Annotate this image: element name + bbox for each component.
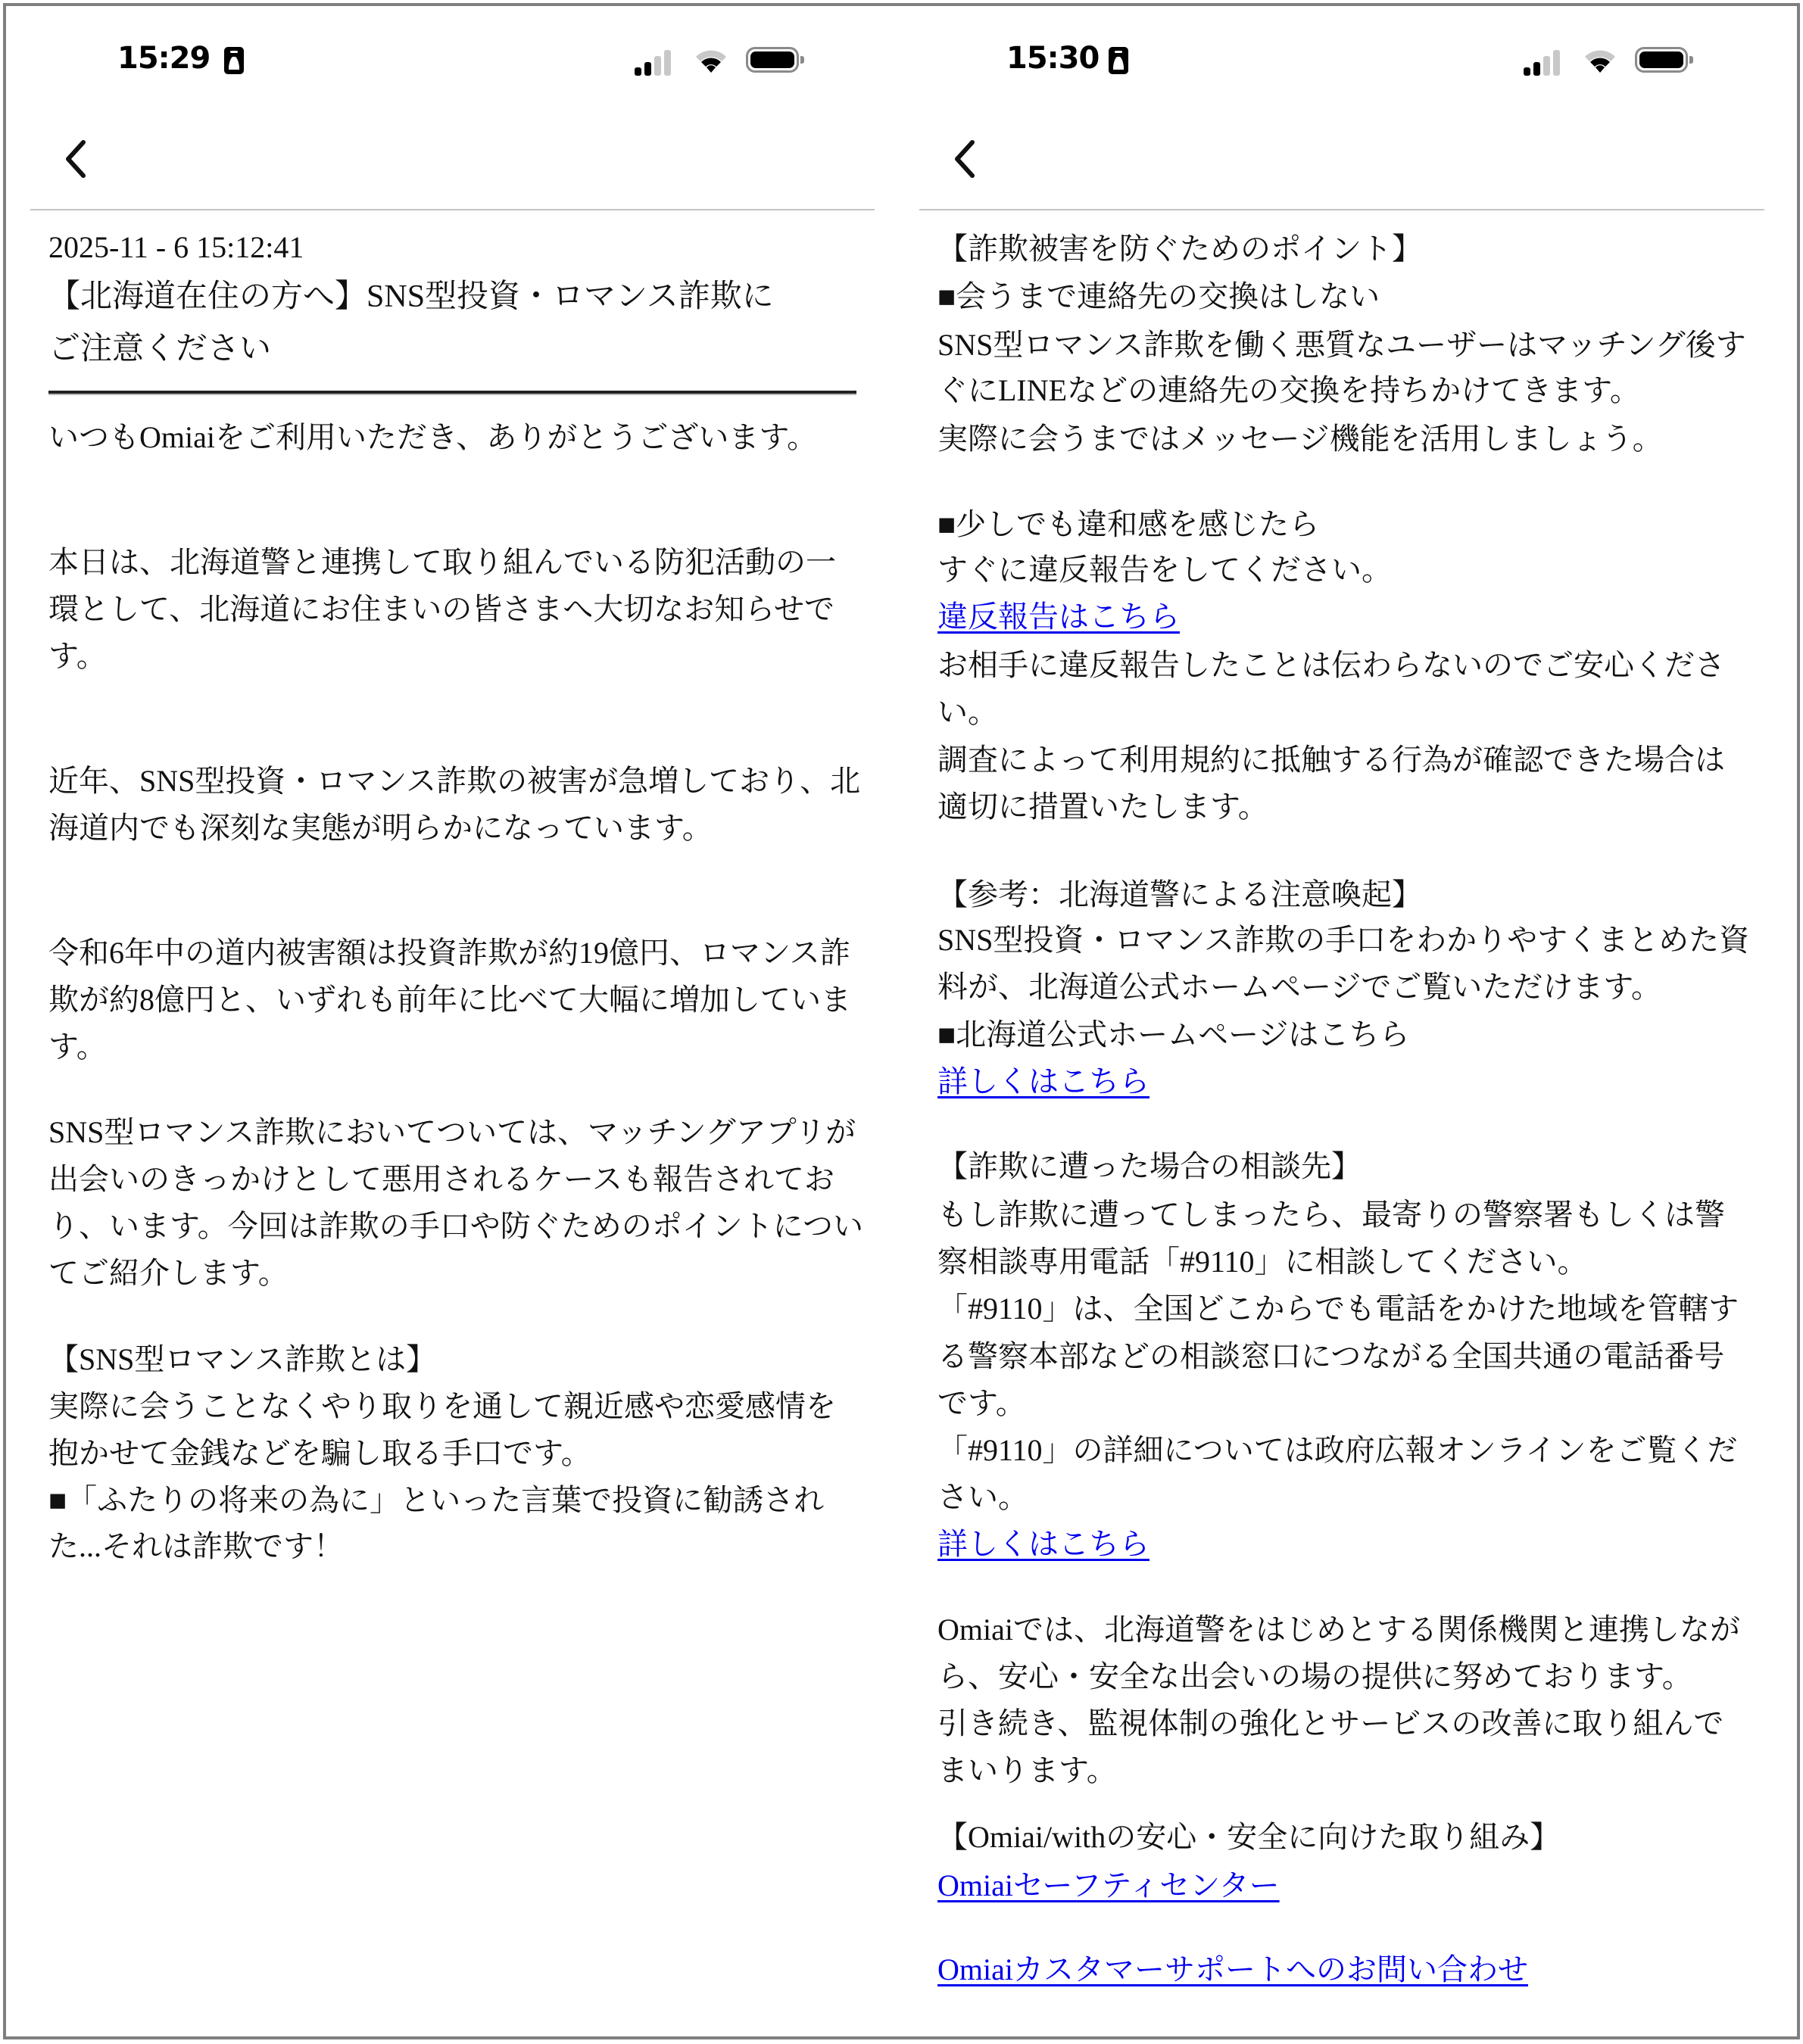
gov-link-row [937,1521,1149,1568]
section-heading: 【詐欺に遭った場合の相談先】 [937,1149,1362,1183]
body-line: お相手に違反報告したことは伝わらないのでご安心くださ [937,648,1725,682]
battery-icon [746,47,799,73]
section-heading: 【SNS型ロマンス詐欺とは】 [48,1342,437,1376]
safety-center-link-row [937,1862,1280,1909]
section-heading: 【Omiai/withの安心・安全に向けた取り組み】 [937,1820,1561,1854]
body-line: 引き続き、監視体制の強化とサービスの改善に取り組んで [937,1706,1724,1740]
body-line: 抱かせて金銭などを騙し取る手口です。 [48,1436,591,1470]
signal-icon [1524,50,1569,76]
header-divider [30,209,875,210]
back-button[interactable] [950,136,980,182]
id-badge-icon [224,47,244,74]
body-line: 環として、北海道にお住まいの皆さまへ大切なお知らせで [48,592,834,626]
body-line: 料が、北海道公式ホームページでご覧いただけます。 [937,970,1661,1004]
body-line: SNS型ロマンス詐欺においてついては、マッチングアプリが [48,1115,856,1149]
body-line: ■「ふたりの将来の為に」といった言葉で投資に勧誘され [48,1483,825,1517]
body-line: Omiaiでは、北海道警をはじめとする関係機関と連携しなが [937,1612,1740,1647]
body-line: ■会うまで連絡先の交換はしない [937,279,1380,313]
body-line: 近年、SNS型投資・ロマンス詐欺の被害が急増しており、北 [48,764,861,798]
body-line: ぐにLINEなどの連絡先の交換を持ちかけてきます。 [937,373,1640,407]
body-line: SNS型投資・ロマンス詐欺の手口をわかりやすくまとめた資 [937,923,1750,957]
body-line: すぐに違反報告をしてください。 [937,553,1392,587]
hokkaido-link-row [937,1058,1149,1105]
gov-details-link[interactable]: 詳しくはこちら [937,1527,1149,1561]
body-line: 出会いのきっかけとして悪用されるケースも報告されてお [48,1162,834,1196]
right-screen [889,0,1790,2036]
body-line: ら、安心・安全な出会いの場の提供に努めております。 [937,1659,1692,1693]
body-line: 適切に措置いたします。 [937,790,1268,824]
id-badge-icon [1109,47,1128,74]
body-line: まいります。 [937,1753,1117,1787]
post-title-line-1: 【北海道在住の方へ】SNS型投資・ロマンス詐欺に [48,279,774,314]
title-rule [48,391,856,395]
body-line: 令和6年中の道内被害額は投資詐欺が約19億円、ロマンス詐 [48,936,850,970]
body-line: 実際に会うまではメッセージ機能を活用しましょう。 [937,422,1663,456]
header-divider [919,209,1764,210]
battery-icon [1635,47,1688,73]
customer-support-link[interactable]: Omiaiカスタマーサポートへのお問い合わせ [937,1952,1528,1986]
status-time: 15:30 [1006,41,1100,76]
body-line: 「#9110」は、全国どこからでも電話をかけた地域を管轄す [937,1292,1739,1326]
body-line: す。 [48,1030,107,1064]
body-line: てご紹介します。 [48,1256,289,1290]
wifi-icon [694,47,728,77]
body-line: ■北海道公式ホームページはこちら [937,1017,1410,1052]
section-heading: 【詐欺被害を防ぐためのポイント】 [937,232,1422,266]
body-line: 本日は、北海道警と連携して取り組んでいる防犯活動の一 [48,545,836,579]
signal-icon [635,50,680,76]
safety-center-link[interactable]: Omiaiセーフティセンター [937,1868,1280,1902]
body-line: さい。 [937,1480,1028,1514]
body-line: る警察本部などの相談窓口につながる全国共通の電話番号 [937,1339,1725,1373]
body-line: 調査によって利用規約に抵触する行為が確認できた場合は [937,743,1725,777]
body-line: SNS型ロマンス詐欺を働く悪質なユーザーはマッチング後す [937,328,1746,362]
body-line: 察相談専用電話「#9110」に相談してください。 [937,1245,1588,1279]
body-line: いつもOmiaiをご利用いただき、ありがとうございます。 [48,420,818,454]
body-line: す。 [48,639,107,673]
violation-report-link-row [937,594,1180,640]
post-title-line-2: ご注意ください [48,332,272,366]
body-line: 海道内でも深刻な実態が明らかになっています。 [48,811,713,845]
back-button[interactable] [61,136,91,182]
body-line: た...それは詐欺です！ [48,1529,344,1563]
section-heading: 【参考：北海道警による注意喚起】 [937,877,1422,911]
status-time: 15:29 [117,41,211,76]
body-line: 実際に会うことなくやり取りを通して親近感や恋愛感情を [48,1389,836,1423]
body-line: り、います。今回は詐欺の手口や防ぐためのポイントについ [48,1209,863,1243]
body-line: です。 [937,1386,1026,1420]
post-date: 2025-11 - 6 15:12:41 [48,230,304,264]
body-line: ■少しでも違和感を感じたら [937,507,1320,541]
violation-report-link[interactable]: 違反報告はこちら [937,600,1180,634]
body-line: 「#9110」の詳細については政府広報オンラインをご覧くだ [937,1433,1738,1467]
hokkaido-details-link[interactable]: 詳しくはこちら [937,1064,1149,1098]
body-line: 欺が約8億円と、いずれも前年に比べて大幅に増加していま [48,983,851,1017]
wifi-icon [1583,47,1617,77]
body-line: い。 [937,695,998,729]
left-screen [0,0,901,2036]
body-line: もし詐欺に遭ってしまったら、最寄りの警察署もしくは警 [937,1198,1725,1232]
support-link-row [937,1946,1528,1993]
